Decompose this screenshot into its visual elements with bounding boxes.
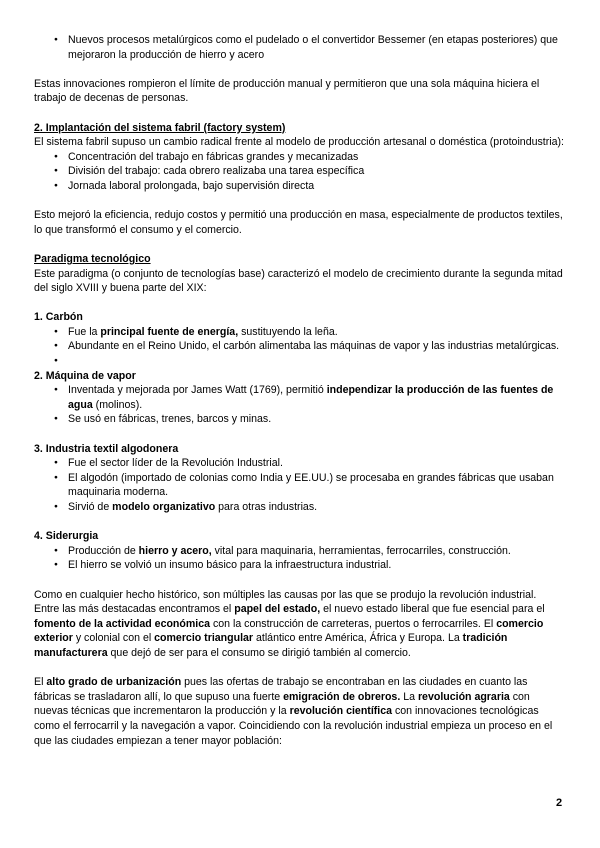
factory-system-list [34,150,564,194]
list-item: ● El hierro se volvió un insumo básico para la infraestructura industrial. [34,558,564,573]
section-heading-factory-system: 2. Implantación del sistema fabril (factory system) [34,121,286,134]
page-content [34,33,564,748]
list-item: ● Se usó en fábricas, trenes, barcos y minas. [34,412,564,427]
factory-system-intro: El sistema fabril supuso un cambio radical frente al modelo de producción artesanal o doméstica (protoindustria): [34,136,564,149]
list-item: ● El algodón (importado de colonias como India y EE.UU.) se procesaba en grandes fábricas que usaban maquinaria moderna. [34,471,564,500]
list-item: ● Nuevos procesos metalúrgicos como el pudelado o el convertidor Bessemer (en etapas posteriores) que mejoraron la producción de hierro y acero [34,33,564,62]
list-item: ● Inventada y mejorada por James Watt (1769), permitió independizar la producción de las fuentes de agua (molinos). [34,383,564,412]
list-item: ● Producción de hierro y acero, vital para maquinaria, herramientas, ferrocarriles, construcción. [34,544,564,559]
steam-engine-list [34,383,564,427]
intro-paragraph: Estas innovaciones rompieron el límite de producción manual y permitieron que una sola máquina hiciera el trabajo de decenas de personas. [34,77,540,105]
paradigm-intro: Este paradigma (o conjunto de tecnologías base) caracterizó el modelo de crecimiento durante la segunda mitad del siglo XVIII y buena parte del XIX: [34,267,563,295]
subheading-steam-engine: 2. Máquina de vapor [34,369,136,382]
subheading-textile: 3. Industria textil algodonera [34,442,179,455]
list-item: ● Concentración del trabajo en fábricas grandes y mecanizadas [34,150,564,165]
list-item: ● Jornada laboral prolongada, bajo supervisión directa [34,179,564,194]
carbon-list [34,325,564,369]
siderurgia-list [34,544,564,573]
empty-list-item [34,354,564,369]
top-bullet-list [34,33,564,62]
list-item: ● Fue el sector líder de la Revolución Industrial. [34,456,564,471]
list-item: ● División del trabajo: cada obrero realizaba una tarea específica [34,164,564,179]
section-heading-paradigm: Paradigma tecnológico [34,252,151,265]
causes-paragraph: Como en cualquier hecho histórico, son múltiples las causas por las que se produjo la revolución industrial. Entre las más destacadas encontramos el papel del estado, el nuevo estado liberal que fue esencial para el fomento de la actividad económica con la construcción de carreteras, puertos o ferrocarriles. El comercio exterior y colonial con el comercio triangular atlántico entre América, África y Europa. La tradición manufacturera que dejó de ser para el consumo se dirigió también al comercio. [34,588,545,659]
subheading-siderurgia: 4. Siderurgia [34,530,99,543]
subheading-carbon: 1. Carbón [34,311,83,324]
factory-system-conclusion: Esto mejoró la eficiencia, redujo costos y permitió una producción en masa, especialmente de productos textiles, lo que transformó el consumo y el comercio. [34,209,563,236]
list-item: ● Fue la principal fuente de energía, sustituyendo la leña. [34,325,564,340]
textile-list [34,456,564,514]
list-item: ● Abundante en el Reino Unido, el carbón alimentaba las máquinas de vapor y las industrias metalúrgicas. [34,339,564,354]
urbanization-paragraph: El alto grado de urbanización pues las ofertas de trabajo se encontraban en las ciudades en cuanto las fábricas se trasladaron allí, lo que supuso una fuerte emigración de obreros. La revolución agraria con nuevas técnicas que incrementaron la producción y la revolución científica con innovaciones tecnológicas como el ferrocarril y la navegación a vapor. Coincidiendo con la revolución industrial empieza un proceso en el que las ciudades empiezan a tener mayor población: [34,676,553,747]
list-item: ● Sirvió de modelo organizativo para otras industrias. [34,500,564,515]
page-number: 2 [556,797,563,809]
